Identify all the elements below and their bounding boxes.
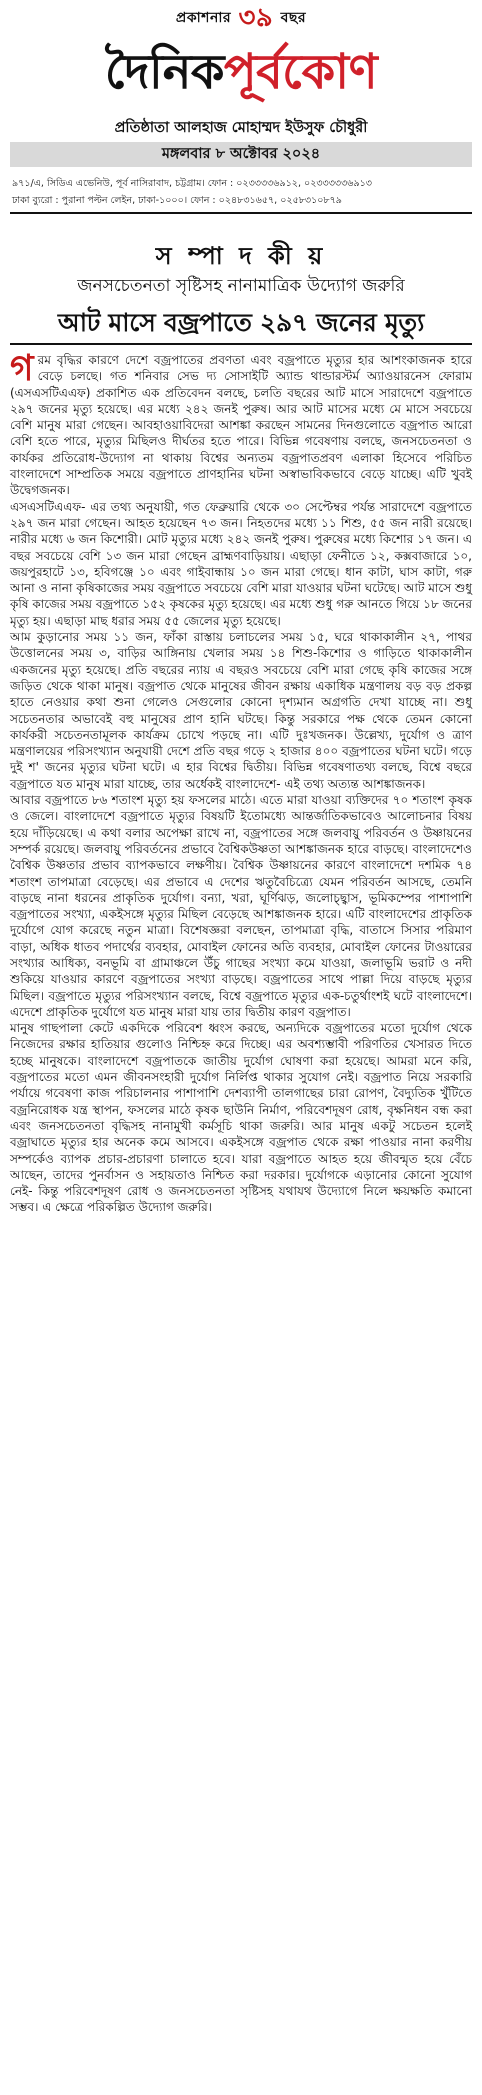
paragraph-text: রম বৃদ্ধির কারণে দেশে বজ্রপাতের প্রবণতা এবং বজ্রপাতে মৃত্যুর হার আশংকাজনক হারে বেড়ে চলছে। গত শনিবার সেভ দ্য সোসাইটি অ্যান্ড থান্ডারস্টর্ম অ্যাওয়ারনেস ফোরাম (এসএসটিএএফ) প্রকাশিত এক প্রতিবেদন বলছে, চলতি বছরের আট মাসে সারাদেশে বজ্রপাতে ২৯৭ জনের মৃত্যু হয়েছে। এর মধ্যে ২৪২ জনই পুরুষ। আর আট মাসের মধ্যে মে মাসে সবচেয়ে বেশি মানুষ মারা গেছেন। আবহাওয়াবিদেরা আশঙ্কা করছেন সামনের দিনগুলোতে বজ্রপাত আরো বেশি হতে পারে, মৃত্যুর মিছিলও দীর্ঘতর হতে পারে। বিভিন্ন গবেষণায় বলছে, জনসচেতনতা ও কার্যকর প্রতিরোধ-উদ্যোগ না থাকায় বিশ্বের অন্যতম বজ্রপাতপ্রবণ এলাকা হিসেবে পরিচিত বাংলাদেশে সাম্প্রতিক সময়ে বজ্রপাতে প্রাণহানির ঘটনা অস্বাভাবিকভাবে বেড়ে যাচ্ছে। এটি খুবই উদ্বেগজনক। — [10, 353, 472, 498]
article-kicker: জনসচেতনতা সৃষ্টিসহ নানামাত্রিক উদ্যোগ জরুরি — [77, 276, 405, 296]
masthead — [0, 0, 482, 240]
logo-part2: পূর্বকোণ — [223, 44, 378, 100]
address-line-dhaka: ঢাকা ব্যুরো : পুরানা পল্টন লেইন, ঢাকা-১০০০। ফোন : ০২৪৮৩১৬৫৭, ০২৫৮৩১০৮৭৯ — [12, 195, 342, 206]
article-body — [10, 348, 472, 1216]
article-paragraph-5: মানুষ গাছপালা কেটে একদিকে পরিবেশ ধ্বংস করছে, অন্যদিকে বজ্রপাতের মতো দুর্যোগ থেকে নিজেদের রক্ষার হাতিয়ার গুলোও নিশ্চিহ্ন করে দিচ্ছে। এর অবশ্যম্ভাবী পরিণতির খেসারত দিতে হচ্ছে মানুষকে। বাংলাদেশে বজ্রপাতকে জাতীয় দুর্যোগ ঘোষণা করা হয়েছে। আমরা মনে করি, বজ্রপাতের মতো এমন জীবনসংহারী দুর্যোগ নির্লিপ্ত থাকার সুযোগ নেই। বজ্রপাত নিয়ে সরকারি পর্যায়ে গবেষণা কাজ পরিচালনার পাশাপাশি দেশব্যাপী তালগাছের চারা রোপণ, বৈদ্যুতিক খুঁটিতে বজ্রনিরোধক যন্ত্র স্থাপন, ফসলের মাঠে কৃষক ছাউনি নির্মাণ, পরিবেশদূষণ রোধ, বৃক্ষনিধন বন্ধ করা এবং জনসচেতনতা বৃদ্ধিসহ নানামুখী কর্মসূচি থাকা জরুরি। আর মানুষ একটু সচেতন হলেই বজ্রাঘাতে মৃত্যুর হার অনেক কমে আসবে। একইসঙ্গে বজ্রপাত থেকে রক্ষা পাওয়ার নানা করণীয় সম্পর্কেও ব্যাপক প্রচার-প্রচারণা চালাতে হবে। যারা বজ্রপাতে আহত হয়ে জীবন্মৃত হয়ে বেঁচে আছেন, তাদের পুনর্বাসন ও সহায়তাও নিশ্চিত করা দরকার। দুর্যোগকে এড়ানোর কোনো সুযোগ নেই- কিন্তু পরিবেশদূষণ রোধ ও জনসচেতনতা সৃষ্টিসহ যথাযথ উদ্যোগে নিলে ক্ষয়ক্ষতি কমানো সম্ভব। এ ক্ষেত্রে পরিকল্পিত উদ্যোগ জরুরি। — [10, 1021, 472, 1215]
section-label-editorial: স ম্পা দ কী য় — [155, 242, 327, 270]
article-paragraph-4: আবার বজ্রপাতে ৮৬ শতাংশ মৃত্যু হয় ফসলের মাঠে। এতে মারা যাওয়া ব্যক্তিদের ৭০ শতাংশ কৃষক ও জেলে। বাংলাদেশে বজ্রপাতে মৃত্যুর বিষয়টি ইতোমধ্যে আন্তর্জাতিকভাবেও আলোচনার বিষয় হয়ে দাঁড়িয়েছে। এ কথা বলার অপেক্ষা রাখে না, বজ্রপাতের সঙ্গে জলবায়ু পরিবর্তন ও উষ্ণায়নের সম্পর্ক রয়েছে। জলবায়ু পরিবর্তনের প্রভাবে বৈশ্বিকউষ্ণতা আশঙ্কাজনক হারে বাড়ছে। বাংলাদেশেও বৈশ্বিক উষ্ণতার প্রভাব ব্যাপকভাবে লক্ষণীয়। বৈশ্বিক উষ্ণায়নের কারণে বাংলাদেশে দশমিক ৭৪ শতাংশ তাপমাত্রা বেড়েছে। এর প্রভাবে এ দেশের ঋতুবৈচিত্র্যে যেমন পরিবর্তন আসছে, তেমনি বাড়ছে নানা ধরনের প্রাকৃতিক দুর্যোগ। বন্যা, খরা, ঘূর্ণিঝড়, জলোচ্ছ্বাস, ভূমিকম্পের পাশাপাশি বজ্রপাতের সংখ্যা, একইসঙ্গে মৃত্যুর মিছিল বেড়েছে আশঙ্কাজনক হারে। এটি বাংলাদেশের প্রাকৃতিক দুর্যোগে যোগ করেছে নতুন মাত্রা। বিশেষজ্ঞরা বলছেন, তাপমাত্রা বৃদ্ধি, বাতাসে সিসার পরিমাণ বাড়া, অধিক ধাতব পদার্থের ব্যবহার, মোবাইল ফোনের অতি ব্যবহার, মোবাইল ফোনের টাওয়ারের সংখ্যার আধিক্য, বনভূমি বা গ্রামাঞ্চলে উঁচু গাছের সংখ্যা কমে যাওয়া, জলাভূমি ভরাট ও নদী শুকিয়ে যাওয়ার কারণে বজ্রপাতের সংখ্যা বাড়ছে। বজ্রপাতের সাথে পাল্লা দিয়ে বাড়ছে মৃত্যুর মিছিল। বজ্রপাতে মৃত্যুর পরিসংখ্যান বলছে, বিশ্বে বজ্রপাতে মৃত্যুর এক-চতুর্থাংশই ঘটে বাংলাদেশে। এদেশে প্রাকৃতিক দুর্যোগে যত মানুষ মারা যায় তার দ্বিতীয় কারণ বজ্রপাত। — [10, 793, 472, 1019]
address-line-ctg: ৯৭১/এ, সিডিএ এভেনিউ, পূর্ব নাসিরাবাদ, চট্টগ্রাম। ফোন : ০২৩৩৩৩৬৯১২, ০২৩৩৩৩৩৬৯১৩ — [12, 178, 372, 189]
logo-part1: দৈনিক — [104, 44, 224, 100]
anniversary-line — [0, 3, 482, 33]
anniversary-prefix: প্রকাশনার — [175, 10, 232, 26]
masthead-divider — [10, 212, 472, 214]
headline-divider — [10, 343, 472, 345]
date-bar — [10, 142, 472, 167]
article-paragraph-1 — [10, 348, 472, 499]
anniversary-number: ৩৯ — [238, 3, 274, 33]
article-paragraph-2: এসএসটিএএফ- এর তথ্য অনুযায়ী, গত ফেব্রুয়ারি থেকে ৩০ সেপ্টেম্বর পর্যন্ত সারাদেশে বজ্রপাতে ২৯৭ জন মারা গেছেন। আহত হয়েছেন ৭৩ জন। নিহতদের মধ্যে ১১ শিশু, ৫৫ জন নারী রয়েছে। নারীর মধ্যে ৬ জন কিশোরী। মোট মৃত্যুর মধ্যে ২৪২ জনই পুরুষ। পুরুষের মধ্যে কিশোর ১৭ জন। এ বছর সবচেয়ে বেশি ১৩ জন মারা গেছেন ব্রাহ্মণবাড়িয়ায়। এছাড়া ফেনীতে ১২, কক্সবাজারে ১০, জয়পুরহাটে ১৩, হবিগঞ্জে ১০ এবং গাইবান্ধায় ১০ জন মারা গেছে। ধান কাটা, ঘাস কাটা, গরু আনা ও নানা কৃষিকাজের সময় বজ্রপাতে সবচেয়ে বেশি মারা যাওয়ার ঘটনা ঘটেছে। আট মাসে শুধু কৃষি কাজের সময় বজ্রপাতে ১৫২ কৃষকের মৃত্যু হয়েছে। এর মধ্যে শুধু গরু আনতে গিয়ে ১৮ জনের মৃত্যু হয়। এছাড়া মাছ ধরার সময় ৫৫ জেলের মৃত্যু হয়েছে। — [10, 499, 472, 628]
drop-cap: গ — [10, 348, 34, 389]
anniversary-suffix: বছর — [280, 10, 307, 26]
article-paragraph-3: আম কুড়ানোর সময় ১১ জন, ফাঁকা রাস্তায় চলাচলের সময় ১৫, ঘরে থাকাকালীন ২৭, পাথর উত্তোলনের সময় ৩, বাড়ির আঙ্গিনায় খেলার সময় ১৪ শিশু-কিশোর ও গাড়িতে থাকাকালীন একজনের মৃত্যু হয়েছে। প্রতি বছরের ন্যায় এ বছরও সবচেয়ে বেশি মারা গেছে কৃষি কাজের সঙ্গে জড়িত থেকে থাকা মানুষ। বজ্রপাত থেকে মানুষের জীবন রক্ষায় একাধিক মন্ত্রণালয় বড় বড় প্রকল্প হাতে নেওয়ার কথা শুনা গেলেও সেগুলোর কোনো দৃশ্যমান অগ্রগতি দেখা যাচ্ছে না। শুধু সচেতনতার অভাবেই বহু মানুষের প্রাণ হানি ঘটছে। কিন্তু সরকারে পক্ষ থেকে তেমন কোনো কার্যকরী সচেতনতামূলক কার্যক্রম চোখে পড়ছে না। এটি দুঃখজনক। উল্লেখ্য, দুর্যোগ ও ত্রাণ মন্ত্রণালয়ের পরিসংখ্যান অনুযায়ী দেশে প্রতি বছর গড়ে ২ হাজার ৪০০ বজ্রপাতের ঘটনা ঘটে। গড়ে দুই শ' জনের মৃত্যুর ঘটনা ঘটে। এ হার বিশ্বের দ্বিতীয়। বিভিন্ন গবেষণাতথ্য বলছে, বিশ্বে বছরে বজ্রপাতে যত মানুষ মারা যাচ্ছে, তার অর্ধেকই বাংলাদেশে- এই তথ্য অত্যন্ত আশঙ্কাজনক। — [10, 630, 472, 791]
newspaper-logo[interactable] — [0, 42, 482, 102]
founder-line: প্রতিষ্ঠাতা আলহাজ মোহাম্মদ ইউসুফ চৌধুরী — [114, 120, 368, 136]
publication-date: মঙ্গলবার ৮ অক্টোবর ২০২৪ — [161, 146, 321, 162]
article-headline: আট মাসে বজ্রপাতে ২৯৭ জনের মৃত্যু — [57, 308, 425, 337]
